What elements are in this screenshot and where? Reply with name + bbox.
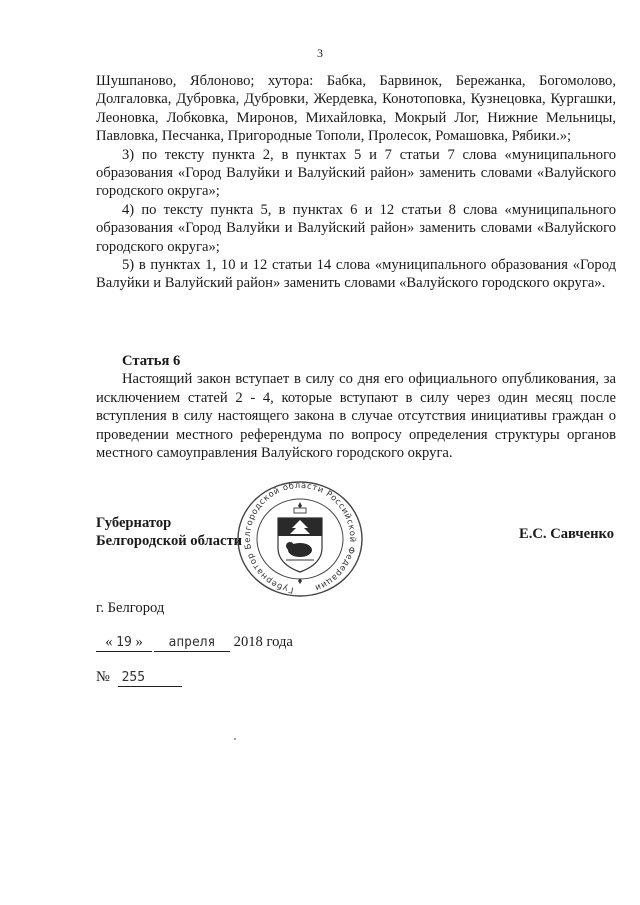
signatory-name: Е.С. Савченко	[519, 526, 615, 542]
scan-speck	[234, 738, 236, 740]
svg-text:Губернатор Белгородской област: Губернатор Белгородской области Российской Федерации	[241, 479, 359, 596]
signatory-position	[96, 514, 242, 551]
date-month-field: апреля	[154, 634, 230, 652]
page-number: 3	[317, 46, 323, 60]
position-line-1: Губернатор	[96, 515, 172, 531]
position-line-2: Белгородской области	[96, 533, 243, 550]
place-of-signing: г. Белгород	[96, 600, 165, 616]
paragraph-item-4: 4) по тексту пункта 5, в пунктах 6 и 12 статьи 8 слова «муниципального образования «Город Валуйки и Валуйский район» заменить словами «Валуйского городского округа»;	[96, 201, 616, 255]
number-label: №	[96, 669, 110, 685]
coat-of-arms-icon	[278, 502, 322, 572]
date-year: 2018 года	[233, 634, 293, 650]
article-text: Настоящий закон вступает в силу со дня его официального опубликования, за исключением статей 2 - 4, которые вступают в силу через один месяц после вступления в силу настоящего закона в случае отсутствия инициативы граждан о проведении местного референдума по вопросу определения структуры органов местного самоуправления Валуйского городского округа.	[96, 371, 616, 462]
number-field: 255	[118, 669, 182, 687]
governor-seal-stamp	[234, 478, 366, 600]
date-day-field: « 19 »	[96, 634, 152, 652]
law-text-body	[96, 72, 616, 293]
article-title: Статья 6	[122, 353, 181, 369]
paragraph-village-list: Шушпаново, Яблоново; хутора: Бабка, Барвинок, Бережанка, Богомолово, Долгаловка, Дубровка, Дубровки, Жердевка, Конотоповка, Кузнецовка, Кургашки, Леоновка, Лобковка, Миронов, Михайловка, Мокрый Лог, Нижние Мельницы, Павловка, Песчанка, Пригородные Тополи, Пролесок, Ромашовка, Рябики.»;	[96, 73, 616, 145]
paragraph-item-5: 5) в пунктах 1, 10 и 12 статьи 14 слова «муниципального образования «Город Валуйки и Валуйский район» заменить словами «Валуйского городского округа».	[96, 257, 616, 292]
law-number	[96, 669, 182, 687]
article-6	[96, 352, 616, 462]
paragraph-item-3: 3) по тексту пункта 2, в пунктах 5 и 7 статьи 7 слова «муниципального образования «Город Валуйки и Валуйский район» заменить словами «Валуйского городского округа»;	[96, 146, 616, 200]
signing-date	[96, 634, 293, 652]
